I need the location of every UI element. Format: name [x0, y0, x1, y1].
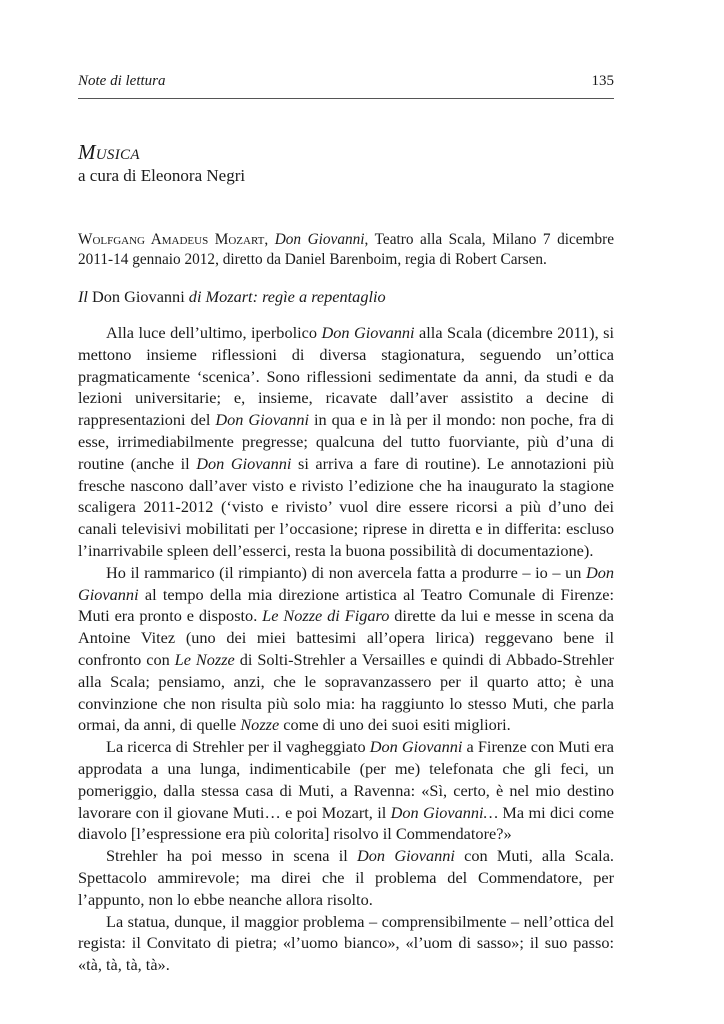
bibliographic-reference: [78, 230, 614, 270]
running-title: Note di lettura: [78, 73, 166, 89]
italic-run: Le Nozze: [174, 649, 235, 669]
paragraph: [78, 322, 614, 562]
reference-author: Wolfgang Amadeus Mozart: [78, 231, 265, 248]
article-title-part: di Mozart: regìe a repentaglio: [188, 287, 386, 306]
section-title: Musica: [78, 140, 140, 164]
text-run: si arriva a fare di routine). Le annotazioni più fresche nascono dall’aver visto e rivisto l’edizione che ha inaugurato la stagione scaligera 2011-2012 (‘visto e rivisto’ vuol dire essere ricorsi a più d’uno dei canali televisivi mobilitati per l’occasione; riprese in diretta e in differita: escluso l’inarrivabile spleen dell’esserci, resta la buona possibilità di documentazione).: [78, 453, 615, 560]
italic-run: Don Giovanni: [369, 737, 463, 757]
article-title-part: Il: [78, 287, 88, 306]
text-run: alla Scala (dicembre 2011), si mettono insieme riflessioni di diversa stagionatura, seguendo un’ottica pragmaticamente ‘scenica’. Sono riflessioni sedimentate da anni, da studi e da lezioni universitarie; e, insieme, ricavate dall’aver assistito a decine di rappresentazioni del: [78, 323, 614, 430]
article-title-part: Don Giovanni: [87, 287, 189, 306]
text-run: con Muti, alla Scala. Spettacolo ammirevole; ma direi che il problema del Commendatore, per l’appunto, non lo ebbe neanche allora risolto.: [78, 846, 614, 909]
italic-run: Don Giovanni: [78, 562, 614, 604]
italic-run: Le Nozze di Figaro: [262, 606, 390, 626]
text-run: al tempo della mia direzione artistica al Teatro Comunale di Firenze: Muti era pronto e disposto.: [78, 584, 614, 626]
text-run: di Solti-Strehler a Versailles e quindi di Abbado-Strehler alla Scala; pensiamo, anzi, che le sopravanzassero per il quarto atto; è una convinzione che non risulta più solo mia: ha raggiunto lo stesso Muti, che parla ormai, da anni, di quelle: [78, 649, 614, 735]
page-number: 135: [591, 73, 614, 89]
paragraph: [78, 562, 614, 736]
reference-details: , Teatro alla Scala, Milano 7 dicembre 2011-14 gennaio 2012, diretto da Daniel Barenboim, regia di Robert Carsen.: [78, 231, 614, 268]
italic-run: Nozze: [240, 715, 280, 735]
italic-run: Don Giovanni: [196, 453, 292, 473]
paragraph: [78, 736, 614, 845]
italic-run: Don Giovanni…: [390, 802, 499, 822]
text-run: come di uno dei suoi esiti migliori.: [279, 715, 511, 735]
text-run: La ricerca di Strehler per il vagheggiato: [106, 737, 370, 757]
article-body: [78, 322, 614, 976]
text-run: Ma mi dici come diavolo [l’espressione era più colorita] risolvo il Commendatore?»: [78, 802, 614, 844]
italic-run: Don Giovanni: [215, 410, 309, 430]
text-run: Strehler ha poi messo in scena il: [106, 846, 358, 866]
text-run: Ho il rammarico (il rimpianto) di non avercela fatta a produrre – io – un: [106, 562, 586, 582]
italic-run: Don Giovanni: [321, 323, 415, 342]
paragraph: [78, 911, 614, 976]
page-header: [78, 73, 614, 90]
reference-separator: ,: [264, 231, 275, 248]
reference-work: Don Giovanni: [274, 231, 365, 248]
section-editor: a cura di Eleonora Negri: [78, 166, 246, 185]
article-title: [78, 287, 386, 307]
text-run: in qua e in là per il mondo: non poche, fra di esse, irrimediabilmente pregresse; qualcuna del tutto fuorviante, più d’una di routine (anche il: [78, 410, 615, 473]
italic-run: Don Giovanni: [357, 846, 455, 866]
text-run: Alla luce dell’ultimo, iperbolico: [106, 323, 322, 342]
text-run: a Firenze con Muti era approdata a una lunga, indimenticabile (per me) telefonata che gli feci, un pomeriggio, dalla stessa casa di Muti, a Ravenna: «Sì, certo, è nel mio destino lavorare con il giovane Muti… e poi Mozart, il: [78, 737, 615, 822]
text-run: La statua, dunque, il maggior problema – comprensibilmente – nell’ottica del regista: il Convitato di pietra; «l’uomo bianco», «l’uom di sasso»; il suo passo: «tà, tà, tà, tà».: [78, 911, 614, 975]
header-rule: [78, 98, 614, 99]
text-run: dirette da lui e messe in scena da Antoine Vitez (uno dei miei battesimi all’opera lirica) reggevano bene il confronto con: [78, 606, 614, 669]
paragraph: [78, 845, 614, 910]
